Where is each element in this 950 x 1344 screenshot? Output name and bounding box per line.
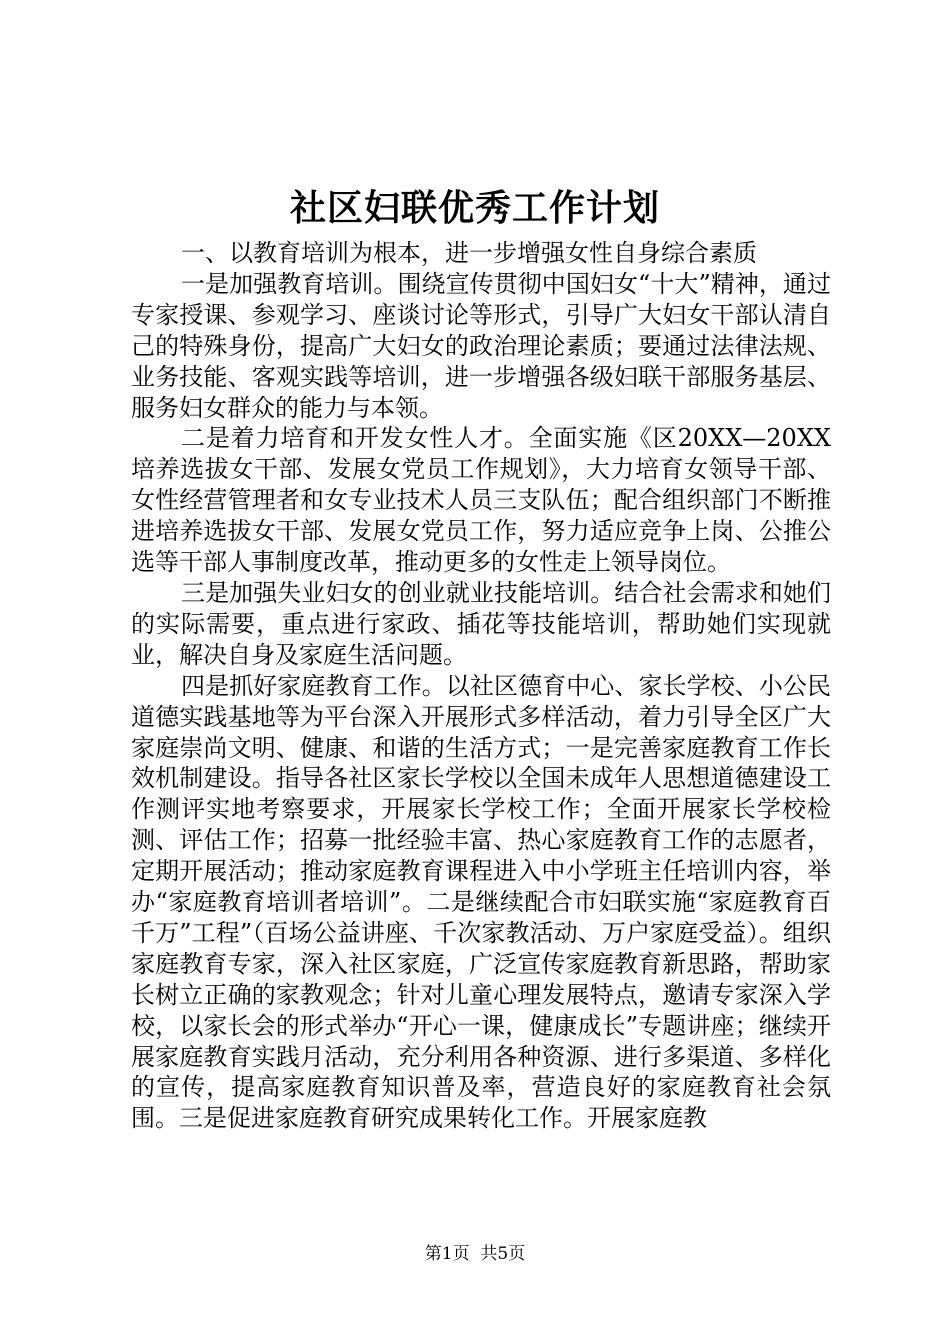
section-heading: 一、以教育培训为根本，进一步增强女性自身综合素质 <box>181 239 757 267</box>
page-footer: 第1页 共5页 <box>424 1244 526 1264</box>
document-body <box>131 238 831 1134</box>
paragraph-1: 一是加强教育培训。围绕宣传贯彻中国妇女“十大”精神，通过专家授课、参观学习、座谈讨论等形式，引导广大妇女干部认清自己的特殊身份，提高广大妇女的政治理论素质；要通过法律法规、业务技能、客观实践等培训，进一步增强各级妇联干部服务基层、服务妇女群众的能力与本领。 <box>131 269 831 422</box>
paragraph-4: 四是抓好家庭教育工作。以社区德育中心、家长学校、小公民道德实践基地等为平台深入开展形式多样活动，着力引导全区广大家庭崇尚文明、健康、和谐的生活方式；一是完善家庭教育工作长效机制建设。指导各社区家长学校以全国未成年人思想道德建设工作测评实地考察要求，开展家长学校工作；全面开展家长学校检测、评估工作；招募一批经验丰富、热心家庭教育工作的志愿者，定期开展活动；推动家庭教育课程进入中小学班主任培训内容，举办“家庭教育培训者培训”。二是继续配合市妇联实施“家庭教育百千万”工程”（百场公益讲座、千次家教活动、万户家庭受益）。组织家庭教育专家，深入社区家庭，广泛宣传家庭教育新思路，帮助家长树立正确的家教观念；针对儿童心理发展特点，邀请专家深入学校，以家长会的形式举办“开心一课，健康成长”专题讲座；继续开展家庭教育实践月活动，充分利用各种资源、进行多渠道、多样化的宣传，提高家庭教育知识普及率，营造良好的家庭教育社会氛围。三是促进家庭教育研究成果转化工作。开展家庭教 <box>131 671 831 1133</box>
document-title: 社区妇联优秀工作计划 <box>289 187 660 229</box>
paragraph-2: 二是着力培育和开发女性人才。全面实施《区20XX—20XX培养选拔女干部、发展女党员工作规划》，大力培育女领导干部、女性经营管理者和女专业技术人员三支队伍；配合组织部门不断推进培养选拔女干部、发展女党员工作，努力适应竞争上岗、公推公选等干部人事制度改革，推动更多的女性走上领导岗位。 <box>131 424 831 577</box>
paragraph-3: 三是加强失业妇女的创业就业技能培训。结合社会需求和她们的实际需要，重点进行家政、插花等技能培训，帮助她们实现就业，解决自身及家庭生活问题。 <box>131 578 831 669</box>
